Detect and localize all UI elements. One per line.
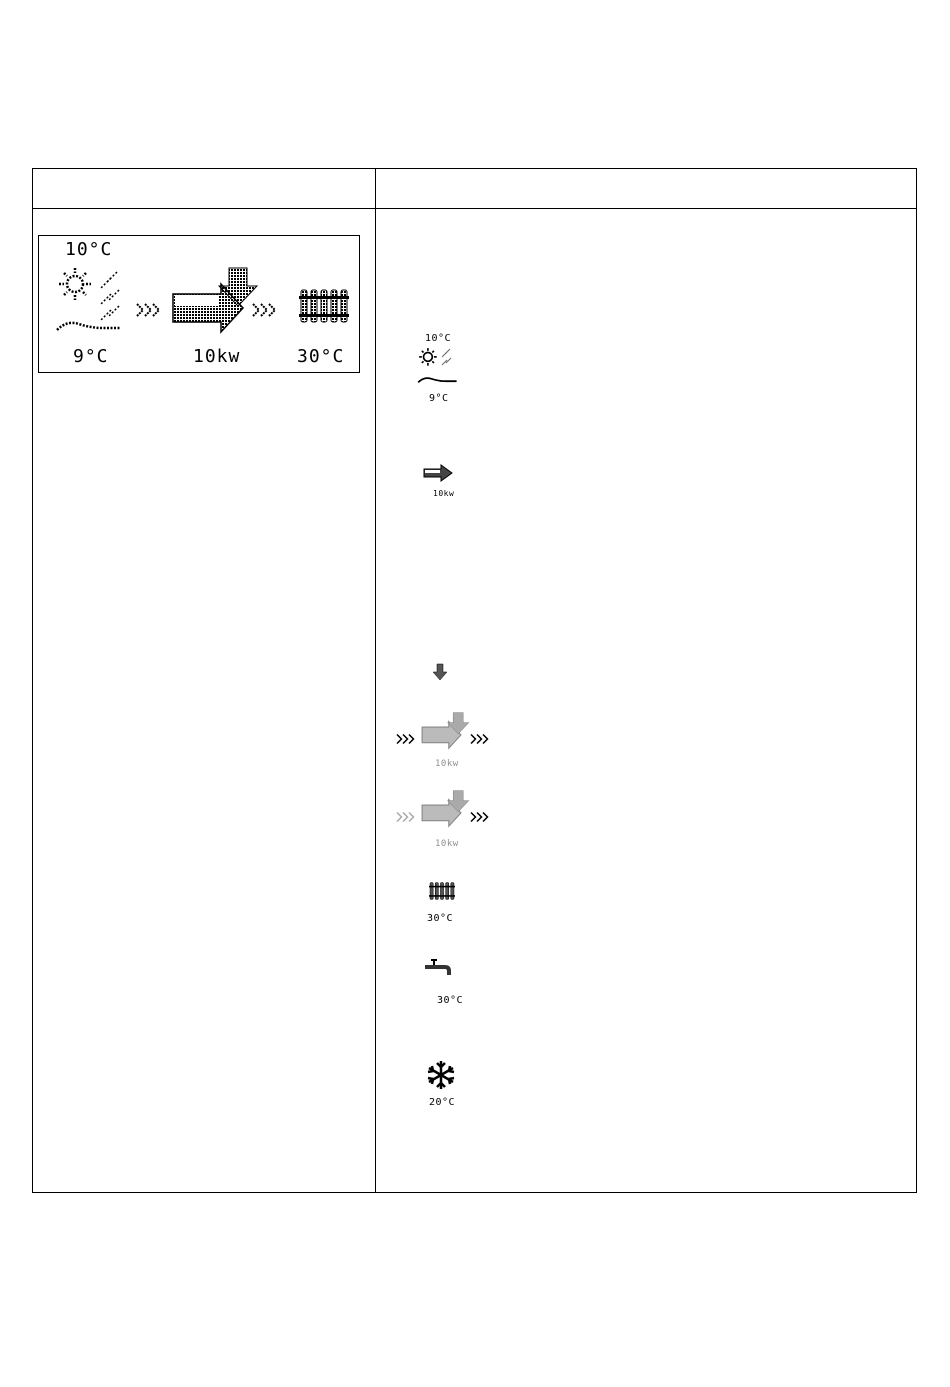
chevrons-icon bbox=[395, 733, 417, 745]
legend-radiator-temp: 30°C bbox=[427, 913, 454, 924]
legend-compressor-power-2: 10kw bbox=[435, 839, 459, 849]
lcd-ground-temp: 9°C bbox=[73, 346, 109, 367]
arrow-right-icon bbox=[423, 465, 453, 481]
compressor-arrow-icon bbox=[421, 711, 471, 751]
ground-icon bbox=[417, 373, 459, 387]
legend-cooling-temp: 20°C bbox=[429, 1097, 456, 1108]
chevrons-icon bbox=[135, 302, 163, 318]
heatpump-arrow-icon bbox=[171, 266, 261, 336]
legend-outdoor-temp: 10°C bbox=[425, 333, 452, 344]
legend-hot-water-temp: 30°C bbox=[437, 995, 464, 1006]
radiator-icon bbox=[429, 881, 455, 901]
lcd-power: 10kw bbox=[193, 346, 241, 367]
header-divider bbox=[33, 208, 916, 209]
legend-ground-temp: 9°C bbox=[429, 393, 449, 404]
ground-icon bbox=[55, 316, 125, 336]
lcd-outdoor-temp: 10°C bbox=[65, 239, 113, 260]
chevrons-icon bbox=[469, 733, 491, 745]
tap-icon bbox=[425, 959, 455, 979]
chevrons-icon bbox=[395, 811, 417, 823]
arrow-down-icon bbox=[433, 664, 447, 680]
compressor-arrow-icon bbox=[421, 789, 471, 829]
legend-heatpump-power: 10kw bbox=[433, 489, 455, 498]
radiator-icon bbox=[299, 288, 349, 324]
info-table bbox=[32, 168, 917, 1193]
lcd-heating-temp: 30°C bbox=[297, 346, 345, 367]
snowflake-icon bbox=[425, 1059, 457, 1091]
column-divider bbox=[375, 169, 376, 1192]
chevrons-icon bbox=[469, 811, 491, 823]
chevrons-icon bbox=[251, 302, 279, 318]
lcd-display bbox=[38, 235, 360, 373]
legend-compressor-power-1: 10kw bbox=[435, 759, 459, 769]
